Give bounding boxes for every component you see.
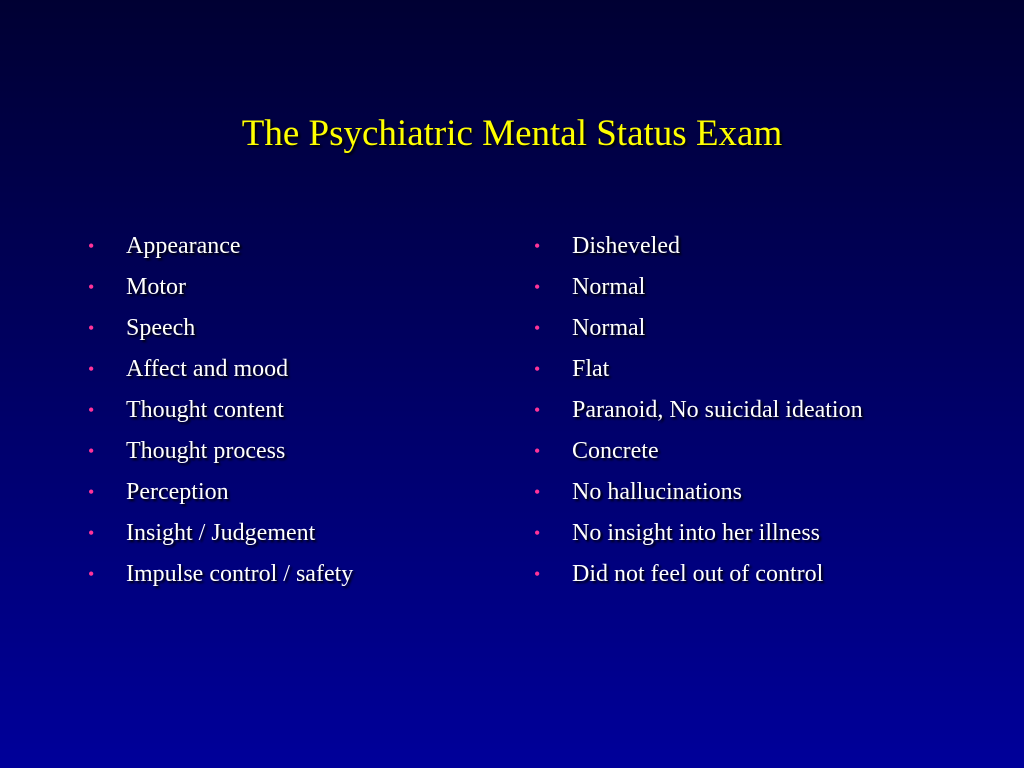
list-item-label: Thought content: [126, 397, 284, 423]
bullet-icon: •: [534, 523, 541, 543]
list-item-label: Disheveled: [572, 233, 680, 259]
list-item-label: Paranoid, No suicidal ideation: [572, 397, 863, 423]
bullet-icon: •: [88, 482, 95, 502]
list-item-finding: [530, 308, 1000, 349]
bullet-icon: •: [88, 400, 95, 420]
slide-title: The Psychiatric Mental Status Exam: [241, 113, 783, 154]
list-item-label: Appearance: [126, 233, 241, 259]
list-item-finding: [530, 267, 1000, 308]
list-item-label: Did not feel out of control: [572, 561, 824, 587]
list-item-finding: [530, 226, 1000, 267]
bullet-icon: •: [534, 236, 541, 256]
list-item-perception: [84, 472, 504, 513]
list-item-label: No hallucinations: [572, 479, 742, 505]
bullet-icon: •: [534, 564, 541, 584]
list-item-label: Impulse control / safety: [126, 561, 354, 587]
bullet-icon: •: [88, 564, 95, 584]
list-item-motor: [84, 267, 504, 308]
list-item-finding: [530, 431, 1000, 472]
list-item-finding: [530, 472, 1000, 513]
bullet-icon: •: [534, 441, 541, 461]
list-item-label: Speech: [126, 315, 196, 341]
bullet-icon: •: [534, 359, 541, 379]
list-item-label: Flat: [572, 356, 610, 382]
list-item-thought-content: [84, 390, 504, 431]
exam-categories-list: [84, 226, 504, 595]
list-item-finding: [530, 513, 1000, 554]
list-item-label: Affect and mood: [126, 356, 289, 382]
bullet-icon: •: [534, 482, 541, 502]
bullet-icon: •: [534, 400, 541, 420]
list-item-finding: [530, 349, 1000, 390]
list-item-label: No insight into her illness: [572, 520, 820, 546]
list-item-label: Normal: [572, 274, 646, 300]
list-item-appearance: [84, 226, 504, 267]
list-item-label: Perception: [126, 479, 229, 505]
list-item-label: Thought process: [126, 438, 286, 464]
list-item-thought-process: [84, 431, 504, 472]
bullet-icon: •: [88, 236, 95, 256]
list-item-speech: [84, 308, 504, 349]
bullet-icon: •: [88, 318, 95, 338]
list-item-label: Insight / Judgement: [126, 520, 316, 546]
list-item-insight-judgement: [84, 513, 504, 554]
bullet-icon: •: [88, 277, 95, 297]
list-item-label: Motor: [126, 274, 186, 300]
exam-findings-list: [530, 226, 1000, 595]
bullet-icon: •: [88, 359, 95, 379]
bullet-icon: •: [88, 441, 95, 461]
list-item-label: Normal: [572, 315, 646, 341]
bullet-icon: •: [534, 318, 541, 338]
list-item-affect-and-mood: [84, 349, 504, 390]
list-item-finding: [530, 554, 1000, 595]
bullet-icon: •: [88, 523, 95, 543]
list-item-label: Concrete: [572, 438, 659, 464]
list-item-finding: [530, 390, 1000, 431]
list-item-impulse-control: [84, 554, 504, 595]
bullet-icon: •: [534, 277, 541, 297]
